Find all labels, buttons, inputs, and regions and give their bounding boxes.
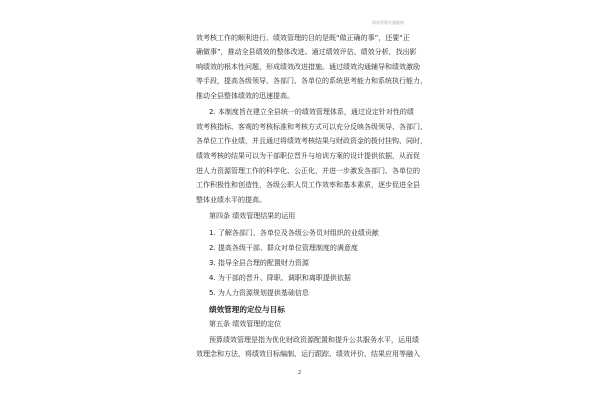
- body-line: 效考核工作的顺利进行。绩效管理的目的是既“做正确的事”，还要“正: [196, 34, 410, 42]
- body-line: 进人力资源管理工作的科学化、公正化，并进一步激发各部门、各单位的: [196, 167, 420, 175]
- page-number: 2: [298, 370, 302, 376]
- list-item: 4. 为干部的晋升、降职、调职和离职提供依据: [209, 274, 351, 282]
- body-line: 等手段，提高各级领导、各部门、各单位的系统思考能力和系统执行能力，: [196, 77, 427, 85]
- list-item: 5. 为人力资源规划提供基础信息: [209, 289, 309, 297]
- list-item: 1. 了解各部门、各单位及各级公务员对组织的业绩贡献: [209, 229, 379, 237]
- body-line: 整体业绩水平的提高。: [196, 196, 266, 204]
- chapter-title: 绩效管理的定位与目标: [209, 305, 285, 314]
- section-heading: 第五条 绩效管理的定位: [209, 320, 282, 328]
- list-item: 3. 指导全县合理的配置财力资源: [209, 259, 309, 267]
- body-line: 2. 本制度旨在建立全县统一的绩效管理体系，通过设定针对性的绩: [209, 108, 414, 116]
- body-line: 响绩效的根本性问题，形成绩效改进措施。通过绩效沟通辅导和绩效激励: [196, 63, 420, 71]
- page-header: 绩效管理实施细则: [372, 20, 404, 25]
- body-line: 绩效考核的结果可以为干部职位晋升与培训方案的设计提供依据，从而促: [196, 152, 420, 160]
- body-line: 工作积极性和创造性，各级公职人员工作效率和基本素质，逐步促进全县: [196, 181, 420, 189]
- body-line: 效考核指标、客观的考核标准和考核方式可以充分反映各级领导、各部门、: [196, 123, 427, 131]
- body-line: 确做事”，推动全县绩效的整体改进。通过绩效评估、绩效分析，找出影: [196, 48, 417, 56]
- body-line: 预算绩效管理是指为优化财政资源配置和提升公共服务水平，运用绩: [209, 336, 419, 344]
- body-line: 各单位工作业绩，并且通过将绩效考核结果与财政资金的拨付挂钩、同时，: [196, 137, 427, 145]
- body-line: 推动全县整体绩效的迅速提高。: [196, 92, 294, 100]
- list-item: 2. 提高各级干部、群众对单位管理制度的满意度: [209, 244, 358, 252]
- body-line: 效理念和方法，将绩效目标编制、运行跟踪、绩效评价、结果应用等融入: [196, 350, 420, 358]
- section-heading: 第四条 绩效管理结果的运用: [209, 212, 296, 220]
